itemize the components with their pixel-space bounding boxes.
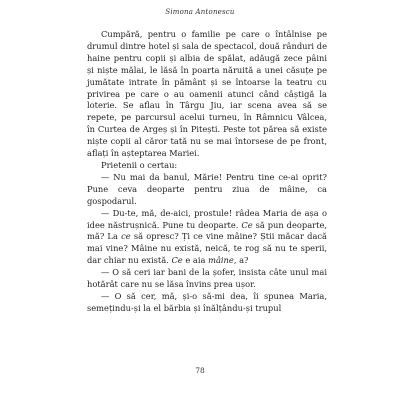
text-segment: — O să ceri iar bani de la șofer, insista câte unul mai hotărât care nu se lăsa învins prea ușor. <box>87 267 327 290</box>
paragraph <box>87 160 327 172</box>
paragraph <box>87 172 327 208</box>
paragraph <box>87 29 327 160</box>
text-segment: să pun deoparte, mă? La <box>87 219 328 242</box>
italic-text: Ce <box>241 219 253 230</box>
body-text <box>87 29 327 315</box>
paragraph <box>87 208 327 268</box>
text-segment: — Du-te, mă, de-aici, prostule! râdea Maria de așa o idee năstrușnică. Pune tu deoparte. <box>87 207 327 230</box>
page-number: 78 <box>195 366 205 375</box>
italic-text: Ce <box>171 255 183 266</box>
running-header-author: Simona Antonescu <box>165 8 235 16</box>
paragraph <box>87 267 327 291</box>
italic-text: mâine <box>208 255 234 266</box>
text-segment: — Nu mai da banul, Mărie! Pentru tine ce-ai oprit? Pune ceva deoparte pentru ziua de mâine, ca gospodarul. <box>87 171 327 206</box>
text-segment: Prietenii o certau: <box>101 159 178 170</box>
text-segment: , a? <box>233 255 249 266</box>
italic-text: ce <box>121 231 131 242</box>
text-segment: să opresc? Ți ce vine mâine? Știi măcar dacă mai vine? Mâine nu există, neică, te rog să nu te sperii, dar chiar nu există. <box>87 231 327 266</box>
text-segment: Cumpără, pentru o familie pe care o întâlnise pe drumul dintre hotel și sala de spectacol, două rânduri de haine pentru copii și albia de spălat, adăugă zece pâini și niște mălai, le lăsă în poarta năruită a unei căsuțe pe jumătate intrate în pământ și se întoarse la teatru cu privirea pe care o au oamenii atunci când câștigă la loterie. Se aflau în Târgu Jiu, iar scena avea să se repete, pe parcursul acelui turneu, în Râmnicu Vâlcea, în Curtea de Argeș și în Pitești. Peste tot părea să existe niște copii al căror tată nu se mai întorsese de pe front, aflați în așteptarea Mariei. <box>87 29 327 159</box>
text-segment: — O să cer, mă, și-o să-mi dea, îi spunea Maria, semețindu-și la el bărbia și înălțându-și trupul <box>87 290 327 313</box>
text-segment: e aia <box>182 255 209 266</box>
paragraph <box>87 291 327 315</box>
